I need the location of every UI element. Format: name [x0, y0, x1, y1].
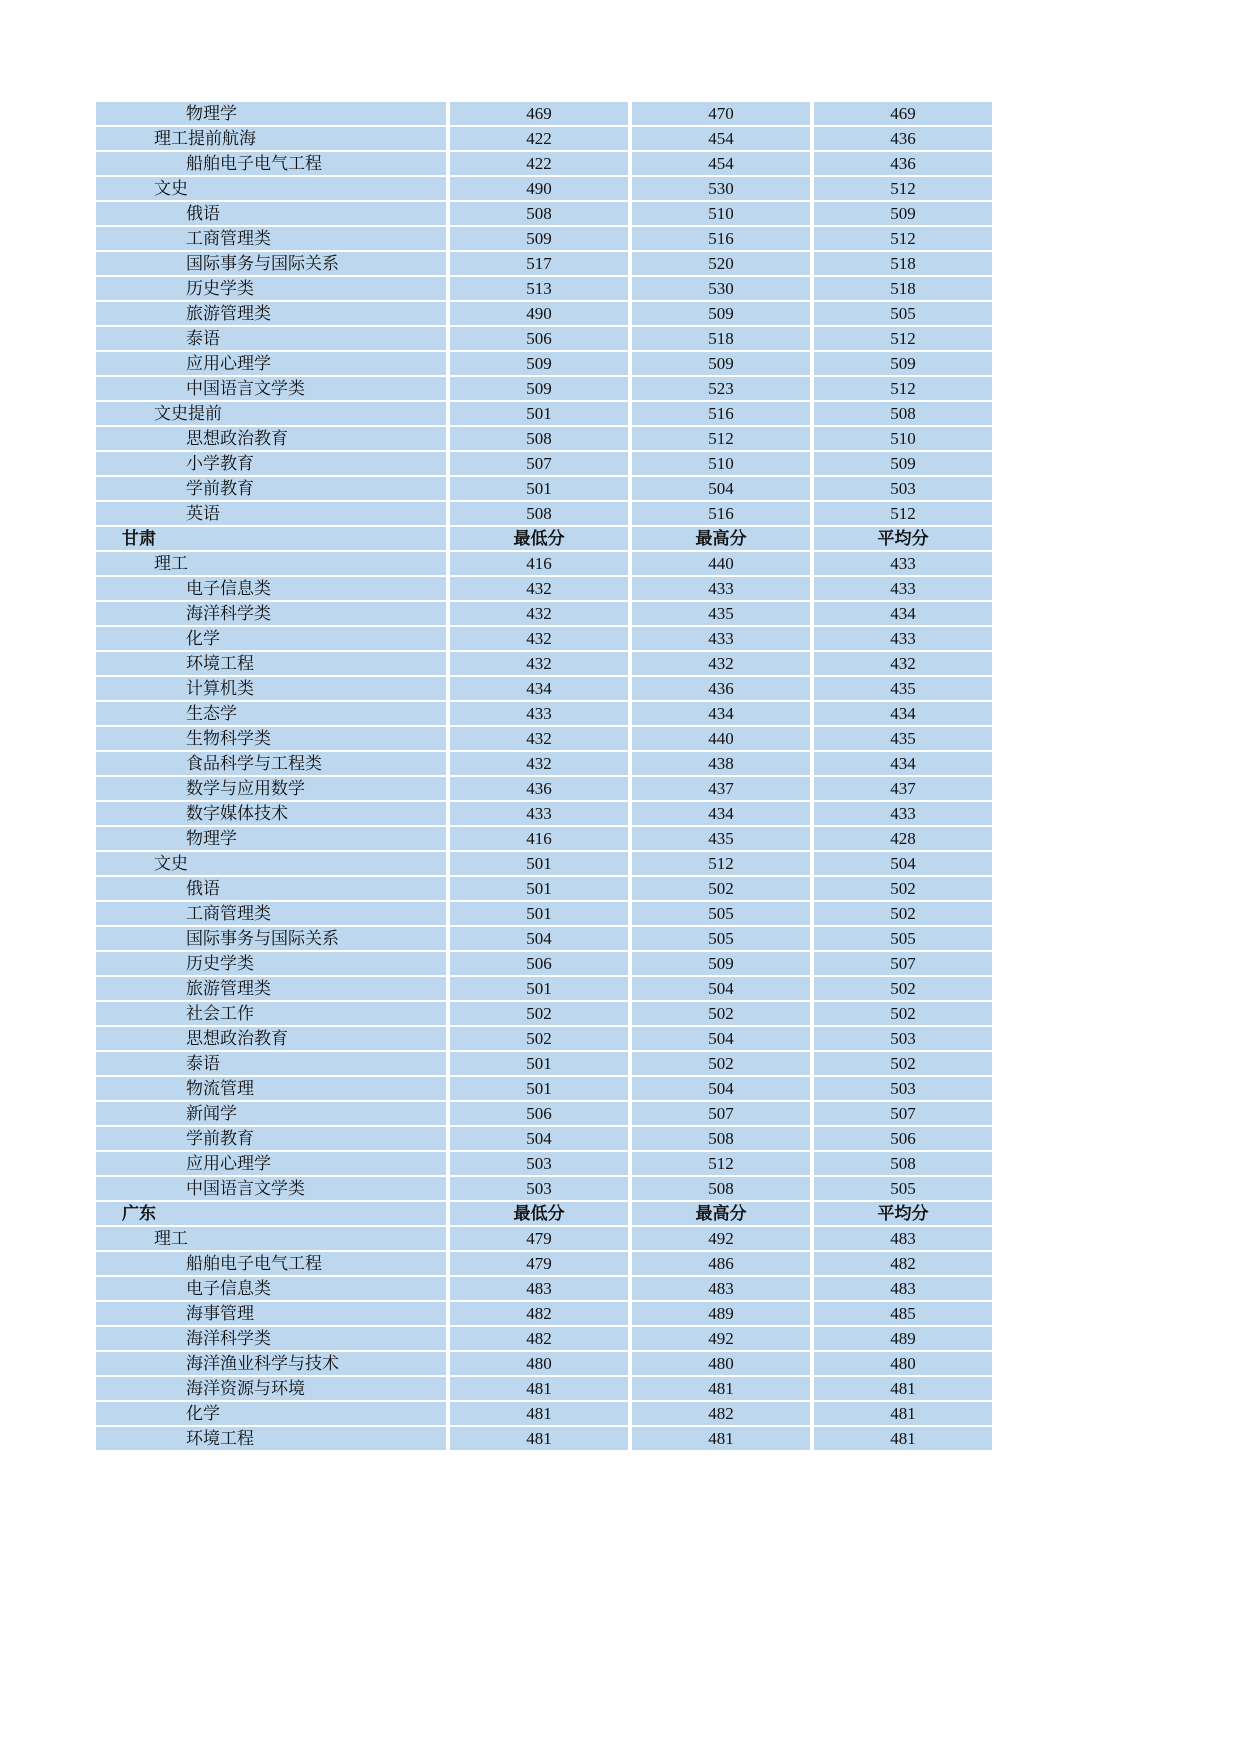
min-score: 482 [450, 1302, 628, 1325]
max-score: 481 [632, 1377, 810, 1400]
avg-score: 512 [814, 327, 992, 350]
avg-score: 512 [814, 177, 992, 200]
min-score: 507 [450, 452, 628, 475]
min-score: 504 [450, 1127, 628, 1150]
table-row [96, 877, 992, 900]
max-score: 509 [632, 302, 810, 325]
min-score: 433 [450, 802, 628, 825]
table-row [96, 1052, 992, 1075]
avg-score: 503 [814, 477, 992, 500]
max-score: 481 [632, 1427, 810, 1450]
province-name: 广东 [96, 1202, 446, 1225]
row-label: 旅游管理类 [96, 302, 446, 325]
min-score: 432 [450, 627, 628, 650]
row-label: 俄语 [96, 202, 446, 225]
avg-score: 510 [814, 427, 992, 450]
row-label: 应用心理学 [96, 352, 446, 375]
min-score: 501 [450, 477, 628, 500]
row-label: 文史 [96, 852, 446, 875]
row-label: 化学 [96, 627, 446, 650]
avg-score: 509 [814, 352, 992, 375]
min-score: 509 [450, 377, 628, 400]
row-label: 理工 [96, 1227, 446, 1250]
min-score: 506 [450, 1102, 628, 1125]
row-label: 生态学 [96, 702, 446, 725]
table-row [96, 277, 992, 300]
avg-score: 507 [814, 1102, 992, 1125]
row-label: 新闻学 [96, 1102, 446, 1125]
table-row [96, 852, 992, 875]
row-label: 海洋科学类 [96, 1327, 446, 1350]
row-label: 电子信息类 [96, 577, 446, 600]
max-score: 509 [632, 352, 810, 375]
max-score: 516 [632, 227, 810, 250]
avg-score: 505 [814, 927, 992, 950]
max-score: 438 [632, 752, 810, 775]
min-score: 501 [450, 977, 628, 1000]
table-row [96, 977, 992, 1000]
min-score: 479 [450, 1227, 628, 1250]
min-score: 432 [450, 727, 628, 750]
table-row [96, 152, 992, 175]
avg-score: 428 [814, 827, 992, 850]
max-score: 454 [632, 152, 810, 175]
row-label: 船舶电子电气工程 [96, 152, 446, 175]
table-row [96, 727, 992, 750]
avg-score: 503 [814, 1077, 992, 1100]
min-score: 432 [450, 602, 628, 625]
avg-score: 512 [814, 227, 992, 250]
max-score: 505 [632, 927, 810, 950]
row-label: 历史学类 [96, 277, 446, 300]
min-score: 482 [450, 1327, 628, 1350]
avg-score-header: 平均分 [814, 527, 992, 550]
max-score: 492 [632, 1227, 810, 1250]
max-score: 530 [632, 177, 810, 200]
row-label: 电子信息类 [96, 1277, 446, 1300]
max-score: 434 [632, 702, 810, 725]
avg-score: 512 [814, 502, 992, 525]
min-score: 517 [450, 252, 628, 275]
avg-score: 509 [814, 452, 992, 475]
row-label: 旅游管理类 [96, 977, 446, 1000]
min-score: 501 [450, 402, 628, 425]
avg-score: 485 [814, 1302, 992, 1325]
row-label: 英语 [96, 502, 446, 525]
table-row [96, 827, 992, 850]
row-label: 理工提前航海 [96, 127, 446, 150]
row-label: 物理学 [96, 102, 446, 125]
max-score: 483 [632, 1277, 810, 1300]
min-score: 433 [450, 702, 628, 725]
table-row [96, 1127, 992, 1150]
row-label: 小学教育 [96, 452, 446, 475]
table-row [96, 377, 992, 400]
max-score: 502 [632, 877, 810, 900]
min-score: 501 [450, 1077, 628, 1100]
min-score: 481 [450, 1402, 628, 1425]
min-score: 434 [450, 677, 628, 700]
avg-score: 481 [814, 1377, 992, 1400]
table-row [96, 1327, 992, 1350]
min-score: 432 [450, 752, 628, 775]
score-table-body [96, 102, 992, 1450]
max-score: 492 [632, 1327, 810, 1350]
min-score: 432 [450, 652, 628, 675]
min-score: 501 [450, 877, 628, 900]
table-row [96, 1377, 992, 1400]
table-row [96, 402, 992, 425]
min-score: 508 [450, 427, 628, 450]
table-row [96, 502, 992, 525]
row-label: 学前教育 [96, 1127, 446, 1150]
table-row [96, 627, 992, 650]
avg-score: 508 [814, 1152, 992, 1175]
avg-score: 506 [814, 1127, 992, 1150]
row-label: 工商管理类 [96, 902, 446, 925]
row-label: 泰语 [96, 327, 446, 350]
score-table [92, 100, 996, 1452]
row-label: 应用心理学 [96, 1152, 446, 1175]
table-row [96, 302, 992, 325]
row-label: 思想政治教育 [96, 427, 446, 450]
table-row [96, 1102, 992, 1125]
row-label: 国际事务与国际关系 [96, 252, 446, 275]
max-score: 523 [632, 377, 810, 400]
table-row [96, 1252, 992, 1275]
row-label: 数字媒体技术 [96, 802, 446, 825]
row-label: 中国语言文学类 [96, 1177, 446, 1200]
table-row [96, 1177, 992, 1200]
avg-score: 504 [814, 852, 992, 875]
min-score: 502 [450, 1002, 628, 1025]
row-label: 思想政治教育 [96, 1027, 446, 1050]
table-row [96, 702, 992, 725]
row-label: 文史 [96, 177, 446, 200]
max-score: 505 [632, 902, 810, 925]
max-score: 504 [632, 1077, 810, 1100]
table-row [96, 927, 992, 950]
table-row [96, 452, 992, 475]
table-row [96, 777, 992, 800]
row-label: 化学 [96, 1402, 446, 1425]
min-score: 422 [450, 152, 628, 175]
table-row [96, 202, 992, 225]
max-score: 470 [632, 102, 810, 125]
avg-score: 482 [814, 1252, 992, 1275]
row-label: 环境工程 [96, 652, 446, 675]
avg-score: 435 [814, 677, 992, 700]
row-label: 计算机类 [96, 677, 446, 700]
avg-score: 503 [814, 1027, 992, 1050]
avg-score: 502 [814, 1002, 992, 1025]
row-label: 中国语言文学类 [96, 377, 446, 400]
avg-score: 489 [814, 1327, 992, 1350]
min-score: 504 [450, 927, 628, 950]
avg-score: 436 [814, 127, 992, 150]
avg-score: 433 [814, 627, 992, 650]
avg-score: 502 [814, 877, 992, 900]
row-label: 海洋资源与环境 [96, 1377, 446, 1400]
max-score: 512 [632, 852, 810, 875]
table-row [96, 677, 992, 700]
avg-score: 436 [814, 152, 992, 175]
min-score: 503 [450, 1177, 628, 1200]
avg-score: 505 [814, 302, 992, 325]
min-score: 490 [450, 177, 628, 200]
table-row [96, 1402, 992, 1425]
table-row [96, 327, 992, 350]
row-label: 理工 [96, 552, 446, 575]
table-row [96, 1227, 992, 1250]
avg-score: 509 [814, 202, 992, 225]
avg-score: 483 [814, 1277, 992, 1300]
max-score: 502 [632, 1002, 810, 1025]
row-label: 数学与应用数学 [96, 777, 446, 800]
avg-score: 434 [814, 752, 992, 775]
row-label: 食品科学与工程类 [96, 752, 446, 775]
min-score: 483 [450, 1277, 628, 1300]
row-label: 俄语 [96, 877, 446, 900]
max-score: 482 [632, 1402, 810, 1425]
max-score: 520 [632, 252, 810, 275]
min-score: 503 [450, 1152, 628, 1175]
row-label: 文史提前 [96, 402, 446, 425]
avg-score: 432 [814, 652, 992, 675]
table-row [96, 427, 992, 450]
max-score: 435 [632, 602, 810, 625]
min-score: 508 [450, 502, 628, 525]
avg-score: 481 [814, 1402, 992, 1425]
province-name: 甘肃 [96, 527, 446, 550]
table-row [96, 952, 992, 975]
row-label: 泰语 [96, 1052, 446, 1075]
row-label: 环境工程 [96, 1427, 446, 1450]
table-row [96, 102, 992, 125]
avg-score: 518 [814, 277, 992, 300]
row-label: 学前教育 [96, 477, 446, 500]
table-row [96, 1352, 992, 1375]
max-score: 504 [632, 477, 810, 500]
min-score: 490 [450, 302, 628, 325]
avg-score: 437 [814, 777, 992, 800]
max-score: 432 [632, 652, 810, 675]
min-score: 501 [450, 1052, 628, 1075]
min-score: 513 [450, 277, 628, 300]
avg-score: 433 [814, 802, 992, 825]
min-score: 509 [450, 352, 628, 375]
min-score: 481 [450, 1427, 628, 1450]
avg-score: 434 [814, 702, 992, 725]
min-score: 481 [450, 1377, 628, 1400]
max-score: 508 [632, 1177, 810, 1200]
table-row [96, 177, 992, 200]
avg-score: 480 [814, 1352, 992, 1375]
max-score: 434 [632, 802, 810, 825]
avg-score: 507 [814, 952, 992, 975]
table-row [96, 752, 992, 775]
max-score: 510 [632, 452, 810, 475]
table-row [96, 577, 992, 600]
max-score: 516 [632, 402, 810, 425]
table-row [96, 252, 992, 275]
table-row [96, 602, 992, 625]
row-label: 海洋科学类 [96, 602, 446, 625]
avg-score: 481 [814, 1427, 992, 1450]
table-row [96, 352, 992, 375]
min-score: 480 [450, 1352, 628, 1375]
max-score: 504 [632, 977, 810, 1000]
max-score: 433 [632, 577, 810, 600]
avg-score: 434 [814, 602, 992, 625]
row-label: 物流管理 [96, 1077, 446, 1100]
province-header-row [96, 527, 992, 550]
max-score: 480 [632, 1352, 810, 1375]
table-row [96, 1427, 992, 1450]
province-header-row [96, 1202, 992, 1225]
table-row [96, 1002, 992, 1025]
max-score: 435 [632, 827, 810, 850]
avg-score: 512 [814, 377, 992, 400]
max-score: 486 [632, 1252, 810, 1275]
max-score: 512 [632, 1152, 810, 1175]
table-row [96, 1077, 992, 1100]
max-score: 440 [632, 552, 810, 575]
row-label: 生物科学类 [96, 727, 446, 750]
max-score: 518 [632, 327, 810, 350]
table-row [96, 127, 992, 150]
min-score: 479 [450, 1252, 628, 1275]
min-score: 422 [450, 127, 628, 150]
max-score: 437 [632, 777, 810, 800]
min-score: 508 [450, 202, 628, 225]
max-score-header: 最高分 [632, 527, 810, 550]
table-row [96, 1302, 992, 1325]
row-label: 社会工作 [96, 1002, 446, 1025]
avg-score: 502 [814, 1052, 992, 1075]
max-score: 509 [632, 952, 810, 975]
avg-score: 502 [814, 977, 992, 1000]
max-score: 507 [632, 1102, 810, 1125]
avg-score: 469 [814, 102, 992, 125]
max-score: 433 [632, 627, 810, 650]
min-score: 506 [450, 327, 628, 350]
max-score-header: 最高分 [632, 1202, 810, 1225]
table-row [96, 552, 992, 575]
avg-score: 518 [814, 252, 992, 275]
min-score: 416 [450, 827, 628, 850]
min-score: 509 [450, 227, 628, 250]
max-score: 454 [632, 127, 810, 150]
min-score: 506 [450, 952, 628, 975]
max-score: 489 [632, 1302, 810, 1325]
avg-score: 433 [814, 552, 992, 575]
table-row [96, 652, 992, 675]
max-score: 440 [632, 727, 810, 750]
min-score: 502 [450, 1027, 628, 1050]
avg-score: 508 [814, 402, 992, 425]
min-score: 469 [450, 102, 628, 125]
avg-score: 502 [814, 902, 992, 925]
row-label: 船舶电子电气工程 [96, 1252, 446, 1275]
max-score: 502 [632, 1052, 810, 1075]
avg-score: 433 [814, 577, 992, 600]
min-score: 501 [450, 902, 628, 925]
min-score-header: 最低分 [450, 1202, 628, 1225]
row-label: 海洋渔业科学与技术 [96, 1352, 446, 1375]
min-score-header: 最低分 [450, 527, 628, 550]
min-score: 432 [450, 577, 628, 600]
max-score: 510 [632, 202, 810, 225]
avg-score: 505 [814, 1177, 992, 1200]
row-label: 工商管理类 [96, 227, 446, 250]
max-score: 516 [632, 502, 810, 525]
table-row [96, 227, 992, 250]
table-row [96, 1027, 992, 1050]
max-score: 436 [632, 677, 810, 700]
avg-score: 435 [814, 727, 992, 750]
table-row [96, 902, 992, 925]
min-score: 501 [450, 852, 628, 875]
max-score: 530 [632, 277, 810, 300]
avg-score-header: 平均分 [814, 1202, 992, 1225]
max-score: 504 [632, 1027, 810, 1050]
row-label: 海事管理 [96, 1302, 446, 1325]
max-score: 512 [632, 427, 810, 450]
table-row [96, 802, 992, 825]
row-label: 物理学 [96, 827, 446, 850]
row-label: 历史学类 [96, 952, 446, 975]
min-score: 416 [450, 552, 628, 575]
min-score: 436 [450, 777, 628, 800]
avg-score: 483 [814, 1227, 992, 1250]
admission-score-table [92, 100, 994, 1452]
table-row [96, 1277, 992, 1300]
table-row [96, 477, 992, 500]
max-score: 508 [632, 1127, 810, 1150]
table-row [96, 1152, 992, 1175]
row-label: 国际事务与国际关系 [96, 927, 446, 950]
